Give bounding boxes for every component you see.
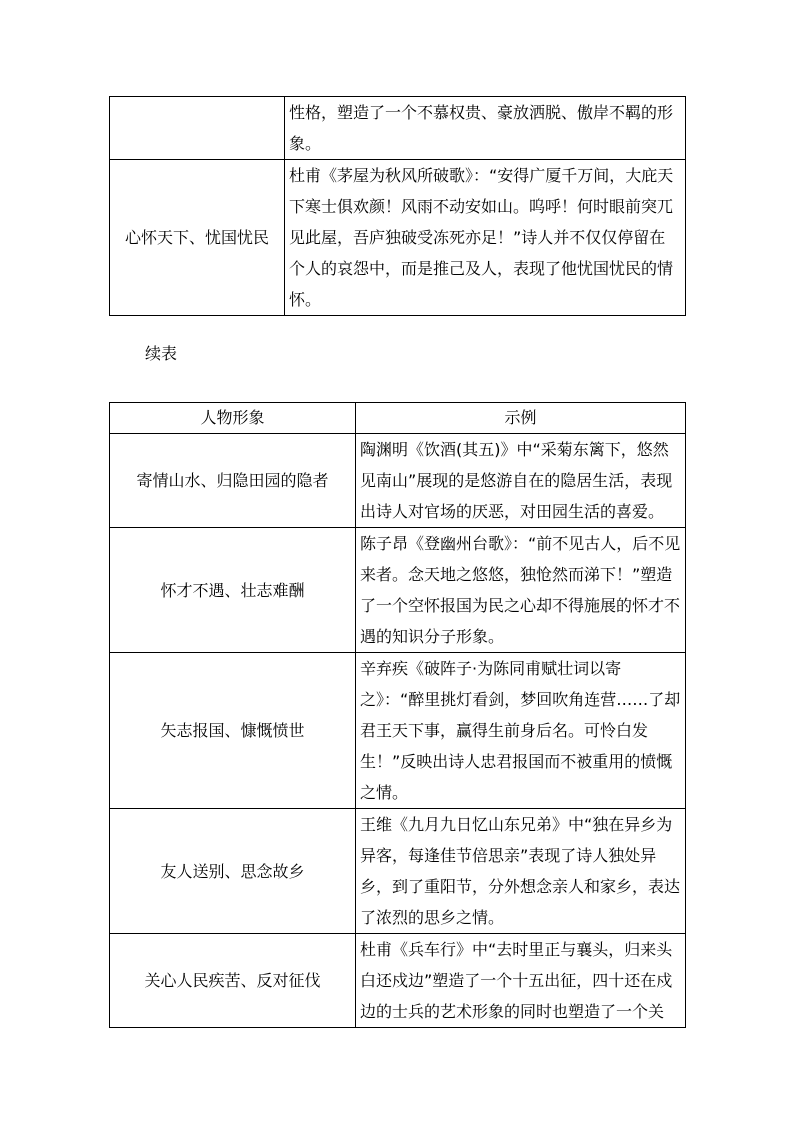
column-header-example: 示例 [356,403,686,434]
example-cell: 杜甫《兵车行》中“去时里正与襄头，归来头白还戍边”塑造了一个十五出征，四十还在戍边的士兵的艺术形象的同时也塑造了一个关 [356,934,686,1028]
example-cell: 辛弃疾《破阵子·为陈同甫赋壮词以寄之》：“醉里挑灯看剑，梦回吹角连营……了却君王天下事，赢得生前身后名。可怜白发生！”反映出诗人忠君报国而不被重用的愤慨之情。 [356,653,686,809]
table-row [110,528,686,653]
category-cell: 怀才不遇、壮志难酬 [110,528,356,653]
column-header-image: 人物形象 [110,403,356,434]
table-row [110,97,686,160]
category-cell: 寄情山水、归隐田园的隐者 [110,434,356,528]
example-cell: 杜甫《茅屋为秋风所破歌》：“安得广厦千万间，大庇天下寒士俱欢颜！风雨不动安如山。呜呼！何时眼前突兀见此屋，吾庐独破受冻死亦足！”诗人并不仅仅停留在个人的哀怨中，而是推己及人，表现了他忧国忧民的情怀。 [285,160,686,316]
table-row [110,434,686,528]
image-example-table-top [109,96,686,316]
category-cell: 矢志报国、慷慨愤世 [110,653,356,809]
category-cell: 关心人民疾苦、反对征伐 [110,934,356,1028]
example-cell: 王维《九月九日忆山东兄弟》中“独在异乡为异客，每逢佳节倍思亲”表现了诗人独处异乡，到了重阳节，分外想念亲人和家乡，表达了浓烈的思乡之情。 [356,809,686,934]
category-cell: 心怀天下、忧国忧民 [110,160,285,316]
example-cell: 陈子昂《登幽州台歌》：“前不见古人，后不见来者。念天地之悠悠，独怆然而涕下！”塑造了一个空怀报国为民之心却不得施展的怀才不遇的知识分子形象。 [356,528,686,653]
table-row [110,160,686,316]
example-cell: 性格，塑造了一个不慕权贵、豪放洒脱、傲岸不羁的形象。 [285,97,686,160]
table-header-row [110,403,686,434]
table-row [110,653,686,809]
category-cell: 友人送别、思念故乡 [110,809,356,934]
table-row [110,934,686,1028]
table-row [110,809,686,934]
continued-table-label: 续表 [145,344,178,363]
category-cell [110,97,285,160]
example-cell: 陶渊明《饮酒(其五)》中“采菊东篱下，悠然见南山”展现的是悠游自在的隐居生活，表现出诗人对官场的厌恶，对田园生活的喜爱。 [356,434,686,528]
image-example-table [109,402,686,1028]
